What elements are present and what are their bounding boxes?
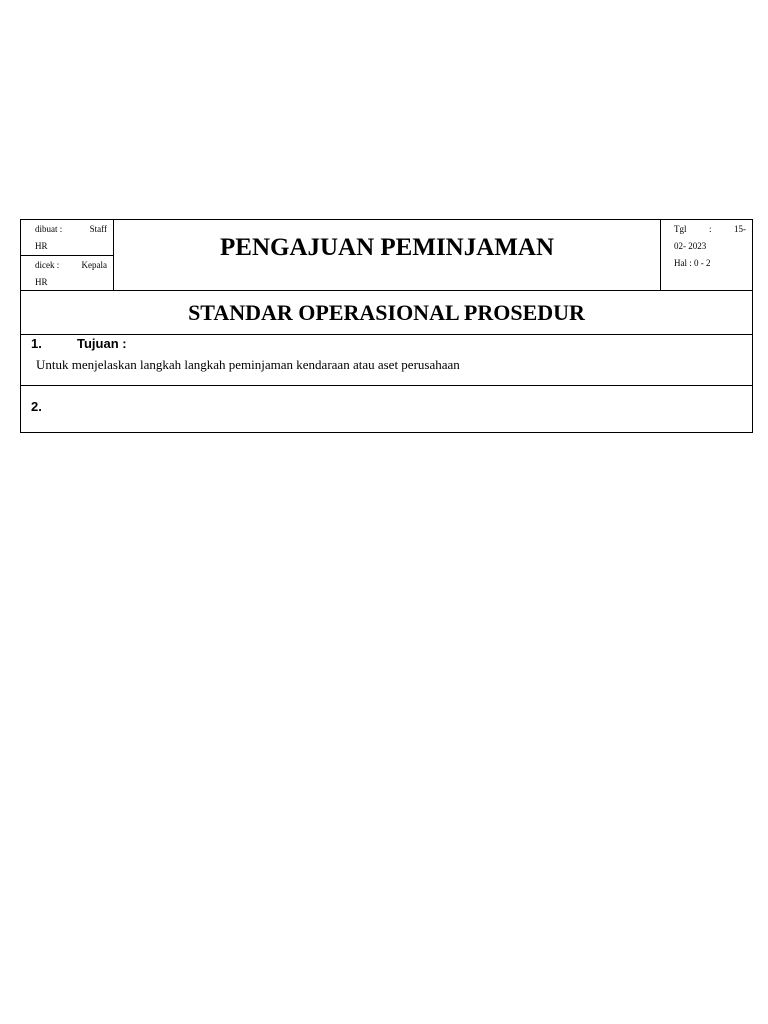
dicek-line	[35, 257, 107, 274]
tgl-value-cont: 02- 2023	[674, 241, 707, 251]
sop-subtitle: STANDAR OPERASIONAL PROSEDUR	[21, 291, 752, 335]
dibuat-line	[35, 221, 107, 238]
document-title: PENGAJUAN PEMINJAMAN	[220, 234, 554, 261]
dibuat-box	[21, 220, 113, 255]
dibuat-value-cont: HR	[35, 241, 48, 251]
dicek-box	[21, 255, 113, 291]
section-tujuan	[21, 335, 752, 386]
dibuat-label: dibuat :	[35, 224, 63, 234]
date-info	[660, 220, 752, 290]
section-heading	[31, 386, 752, 414]
section-heading	[31, 335, 752, 351]
section-title: Tujuan :	[77, 336, 127, 351]
document-header	[21, 220, 752, 291]
sop-document	[20, 219, 753, 433]
tgl-value: 15-	[733, 224, 746, 234]
section-2	[21, 386, 752, 432]
page-number: Hal : 0 - 2	[674, 258, 711, 268]
section-number: 2.	[31, 399, 42, 414]
dicek-value-cont: HR	[35, 277, 48, 287]
section-body: Untuk menjelaskan langkah langkah peminjaman kendaraan atau aset perusahaan	[36, 357, 460, 372]
section-number: 1.	[31, 336, 42, 351]
tgl-label: Tgl	[674, 224, 687, 234]
dicek-label: dicek :	[35, 260, 60, 270]
tgl-sep: :	[708, 224, 712, 234]
author-info	[21, 220, 114, 290]
dicek-value: Kepala	[81, 260, 107, 270]
dibuat-value: Staff	[89, 224, 107, 234]
tgl-line	[674, 221, 746, 238]
